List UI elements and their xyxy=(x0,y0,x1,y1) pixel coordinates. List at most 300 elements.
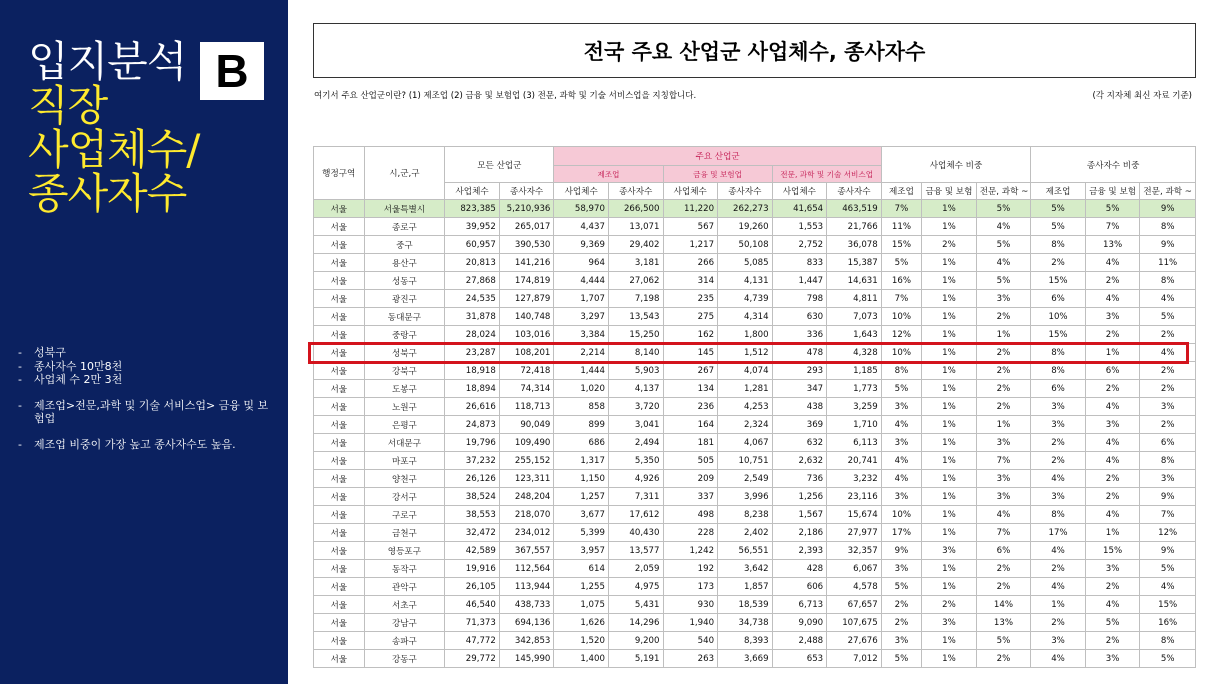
table-cell: 3% xyxy=(976,470,1031,488)
table-cell: 2% xyxy=(976,308,1031,326)
table-row xyxy=(314,416,1196,434)
table-cell: 9,369 xyxy=(554,236,609,254)
table-cell: 서울 xyxy=(314,254,365,272)
table-cell: 29,402 xyxy=(608,236,663,254)
table-cell: 14,296 xyxy=(608,614,663,632)
table-row xyxy=(314,218,1196,236)
table-cell: 2% xyxy=(881,614,921,632)
table-cell: 3% xyxy=(1140,470,1196,488)
table-cell: 3% xyxy=(881,560,921,578)
table-cell: 서울 xyxy=(314,236,365,254)
table-cell: 174,819 xyxy=(499,272,554,290)
table-cell: 505 xyxy=(663,452,718,470)
table-cell: 9,200 xyxy=(608,632,663,650)
table-cell: 2% xyxy=(976,578,1031,596)
table-cell: 614 xyxy=(554,560,609,578)
table-cell: 1% xyxy=(922,218,977,236)
table-cell: 3% xyxy=(881,434,921,452)
table-cell: 중랑구 xyxy=(364,326,445,344)
table-cell: 1,317 xyxy=(554,452,609,470)
table-cell: 9% xyxy=(881,542,921,560)
table-cell: 4% xyxy=(1031,542,1086,560)
table-cell: 3% xyxy=(881,398,921,416)
table-cell: 4,131 xyxy=(718,272,773,290)
table-cell: 109,490 xyxy=(499,434,554,452)
table-cell: 1,800 xyxy=(718,326,773,344)
table-cell: 7% xyxy=(881,200,921,218)
table-cell: 서울 xyxy=(314,326,365,344)
bullet: - xyxy=(18,346,22,359)
table-cell: 858 xyxy=(554,398,609,416)
table-cell: 1,242 xyxy=(663,542,718,560)
header-biz-count: 사업체수 xyxy=(772,183,827,200)
table-cell: 118,713 xyxy=(499,398,554,416)
table-cell: 4,811 xyxy=(827,290,882,308)
table-cell: 18,918 xyxy=(445,362,500,380)
table-cell: 16% xyxy=(881,272,921,290)
table-cell: 7,311 xyxy=(608,488,663,506)
table-cell: 1,400 xyxy=(554,650,609,668)
table-cell: 1% xyxy=(922,488,977,506)
table-cell: 서울 xyxy=(314,416,365,434)
table-cell: 265,017 xyxy=(499,218,554,236)
header-ratio-professional: 전문, 과학 ~ xyxy=(1140,183,1196,200)
table-cell: 서울 xyxy=(314,470,365,488)
table-cell: 2% xyxy=(922,596,977,614)
table-cell: 60,957 xyxy=(445,236,500,254)
table-cell: 서울 xyxy=(314,524,365,542)
table-cell: 5,085 xyxy=(718,254,773,272)
table-row xyxy=(314,614,1196,632)
table-cell: 164 xyxy=(663,416,718,434)
table-cell: 도봉구 xyxy=(364,380,445,398)
table-cell: 134 xyxy=(663,380,718,398)
table-row xyxy=(314,398,1196,416)
table-cell: 2% xyxy=(976,380,1031,398)
table-cell: 1,444 xyxy=(554,362,609,380)
table-row xyxy=(314,488,1196,506)
table-cell: 12% xyxy=(881,326,921,344)
table-cell: 3,181 xyxy=(608,254,663,272)
table-cell: 2,549 xyxy=(718,470,773,488)
table-cell: 19,796 xyxy=(445,434,500,452)
table-cell: 192 xyxy=(663,560,718,578)
table-cell: 228 xyxy=(663,524,718,542)
table-cell: 4,444 xyxy=(554,272,609,290)
header-biz-ratio: 사업체수 비중 xyxy=(881,147,1031,183)
table-cell: 1% xyxy=(922,470,977,488)
table-cell: 4% xyxy=(881,470,921,488)
header-emp-count: 종사자수 xyxy=(608,183,663,200)
note-text: 종사자수 10만8천 xyxy=(34,359,123,373)
section-badge: B xyxy=(200,42,264,100)
table-cell: 1% xyxy=(922,416,977,434)
table-cell: 6,713 xyxy=(772,596,827,614)
table-cell: 3,232 xyxy=(827,470,882,488)
table-cell: 630 xyxy=(772,308,827,326)
header-biz-count: 사업체수 xyxy=(554,183,609,200)
table-cell: 4,926 xyxy=(608,470,663,488)
header-emp-ratio: 종사자수 비중 xyxy=(1031,147,1196,183)
table-cell: 40,430 xyxy=(608,524,663,542)
header-professional: 전문, 과학 및 기술 서비스업 xyxy=(772,166,881,183)
table-cell: 6,067 xyxy=(827,560,882,578)
table-cell: 8% xyxy=(1140,452,1196,470)
table-cell: 41,654 xyxy=(772,200,827,218)
table-cell: 2,402 xyxy=(718,524,773,542)
table-cell: 서울 xyxy=(314,578,365,596)
table-cell: 37,232 xyxy=(445,452,500,470)
table-cell: 218,070 xyxy=(499,506,554,524)
table-cell: 7% xyxy=(1085,218,1140,236)
table-cell: 서울특별시 xyxy=(364,200,445,218)
table-cell: 3% xyxy=(976,434,1031,452)
table-cell: 5% xyxy=(1140,650,1196,668)
table-cell: 248,204 xyxy=(499,488,554,506)
table-cell: 47,772 xyxy=(445,632,500,650)
table-cell: 3% xyxy=(881,632,921,650)
table-cell: 금천구 xyxy=(364,524,445,542)
heading-workplace: 직장 xyxy=(28,81,108,130)
table-cell: 서울 xyxy=(314,506,365,524)
table-cell: 29,772 xyxy=(445,650,500,668)
table-cell: 8,140 xyxy=(608,344,663,362)
table-cell: 서울 xyxy=(314,434,365,452)
table-cell: 141,216 xyxy=(499,254,554,272)
table-cell: 5,210,936 xyxy=(499,200,554,218)
table-cell: 1% xyxy=(976,416,1031,434)
table-cell: 390,530 xyxy=(499,236,554,254)
table-cell: 6% xyxy=(1085,362,1140,380)
table-cell: 463,519 xyxy=(827,200,882,218)
table-cell: 74,314 xyxy=(499,380,554,398)
table-cell: 서울 xyxy=(314,362,365,380)
header-major-industry: 주요 산업군 xyxy=(554,147,881,166)
table-row xyxy=(314,596,1196,614)
table-cell: 1% xyxy=(922,560,977,578)
table-cell: 173 xyxy=(663,578,718,596)
table-cell: 1% xyxy=(922,434,977,452)
table-cell: 5% xyxy=(881,578,921,596)
report-description: 여기서 주요 산업군이란? (1) 제조업 (2) 금융 및 보험업 (3) 전문, 과학 및 기술 서비스업을 지칭합니다. xyxy=(314,91,697,101)
table-cell: 438 xyxy=(772,398,827,416)
table-cell: 4% xyxy=(976,218,1031,236)
table-cell: 8,238 xyxy=(718,506,773,524)
table-cell: 서울 xyxy=(314,452,365,470)
table-cell: 3,297 xyxy=(554,308,609,326)
table-cell: 15% xyxy=(881,236,921,254)
table-cell: 동작구 xyxy=(364,560,445,578)
table-cell: 4% xyxy=(881,452,921,470)
table-cell: 4% xyxy=(1085,452,1140,470)
table-cell: 11% xyxy=(881,218,921,236)
table-cell: 서울 xyxy=(314,344,365,362)
table-cell: 1,626 xyxy=(554,614,609,632)
table-cell: 1% xyxy=(1031,596,1086,614)
table-cell: 2% xyxy=(976,362,1031,380)
table-cell: 107,675 xyxy=(827,614,882,632)
table-cell: 2% xyxy=(1085,326,1140,344)
table-cell: 마포구 xyxy=(364,452,445,470)
note-group-1 xyxy=(18,346,274,387)
header-city: 시,군,구 xyxy=(364,147,445,200)
table-cell: 2,324 xyxy=(718,416,773,434)
table-cell: 4% xyxy=(1085,398,1140,416)
table-row xyxy=(314,236,1196,254)
table-cell: 2% xyxy=(1085,380,1140,398)
table-cell: 8% xyxy=(1140,272,1196,290)
table-cell: 15% xyxy=(1085,542,1140,560)
table-cell: 38,524 xyxy=(445,488,500,506)
bullet: - xyxy=(18,437,22,451)
table-cell: 강동구 xyxy=(364,650,445,668)
table-cell: 27,676 xyxy=(827,632,882,650)
table-cell: 2% xyxy=(1140,416,1196,434)
table-cell: 15,387 xyxy=(827,254,882,272)
table-cell: 4% xyxy=(881,416,921,434)
table-cell: 1% xyxy=(976,326,1031,344)
table-cell: 653 xyxy=(772,650,827,668)
table-cell: 4% xyxy=(1085,254,1140,272)
table-row xyxy=(314,290,1196,308)
table-cell: 4,975 xyxy=(608,578,663,596)
table-cell: 3,669 xyxy=(718,650,773,668)
table-cell: 24,873 xyxy=(445,416,500,434)
table-cell: 39,952 xyxy=(445,218,500,236)
table-cell: 36,078 xyxy=(827,236,882,254)
table-cell: 27,062 xyxy=(608,272,663,290)
table-cell: 8% xyxy=(881,362,921,380)
table-cell: 21,766 xyxy=(827,218,882,236)
table-cell: 236 xyxy=(663,398,718,416)
table-cell: 13% xyxy=(976,614,1031,632)
table-cell: 5% xyxy=(881,254,921,272)
table-cell: 서울 xyxy=(314,560,365,578)
table-cell: 구로구 xyxy=(364,506,445,524)
table-row xyxy=(314,326,1196,344)
table-cell: 2,488 xyxy=(772,632,827,650)
table-cell: 5,399 xyxy=(554,524,609,542)
table-cell: 용산구 xyxy=(364,254,445,272)
table-cell: 2% xyxy=(1031,434,1086,452)
table-cell: 2% xyxy=(1031,452,1086,470)
table-cell: 5% xyxy=(1140,308,1196,326)
table-cell: 7,073 xyxy=(827,308,882,326)
table-cell: 1,281 xyxy=(718,380,773,398)
note-text: 성북구 xyxy=(34,346,66,359)
table-cell: 4,074 xyxy=(718,362,773,380)
table-cell: 5,191 xyxy=(608,650,663,668)
table-cell: 833 xyxy=(772,254,827,272)
note-text: 사업체 수 2만 3천 xyxy=(34,373,123,386)
header-emp-count: 종사자수 xyxy=(499,183,554,200)
table-cell: 2,186 xyxy=(772,524,827,542)
table-cell: 1% xyxy=(922,254,977,272)
table-cell: 1% xyxy=(922,362,977,380)
table-row xyxy=(314,506,1196,524)
table-cell: 4% xyxy=(1031,650,1086,668)
table-cell: 5% xyxy=(1031,200,1086,218)
table-cell: 71,373 xyxy=(445,614,500,632)
table-cell: 4,137 xyxy=(608,380,663,398)
table-cell: 7% xyxy=(976,452,1031,470)
table-cell: 1,520 xyxy=(554,632,609,650)
table-cell: 15,250 xyxy=(608,326,663,344)
table-cell: 5% xyxy=(881,380,921,398)
note-group-2 xyxy=(18,399,274,426)
table-cell: 23,287 xyxy=(445,344,500,362)
table-cell: 8% xyxy=(1140,632,1196,650)
table-cell: 4,739 xyxy=(718,290,773,308)
table-cell: 31,878 xyxy=(445,308,500,326)
table-cell: 서울 xyxy=(314,542,365,560)
table-cell: 337 xyxy=(663,488,718,506)
table-cell: 5% xyxy=(1085,200,1140,218)
table-cell: 4% xyxy=(1031,470,1086,488)
table-cell: 1,940 xyxy=(663,614,718,632)
table-cell: 181 xyxy=(663,434,718,452)
header-ratio-professional: 전문, 과학 ~ xyxy=(976,183,1031,200)
bullet: - xyxy=(18,373,22,386)
table-cell: 5,431 xyxy=(608,596,663,614)
table-cell: 13,071 xyxy=(608,218,663,236)
table-cell: 3% xyxy=(1085,308,1140,326)
table-cell: 1% xyxy=(922,308,977,326)
table-cell: 양천구 xyxy=(364,470,445,488)
table-cell: 823,385 xyxy=(445,200,500,218)
table-cell: 3% xyxy=(1085,416,1140,434)
source-note: (각 지자체 최신 자료 기준) xyxy=(1092,91,1192,101)
table-cell: 9% xyxy=(1140,236,1196,254)
table-cell: 42,589 xyxy=(445,542,500,560)
table-cell: 34,738 xyxy=(718,614,773,632)
table-cell: 서울 xyxy=(314,218,365,236)
table-cell: 4% xyxy=(976,254,1031,272)
table-cell: 서울 xyxy=(314,650,365,668)
table-cell: 13,577 xyxy=(608,542,663,560)
table-cell: 736 xyxy=(772,470,827,488)
table-cell: 송파구 xyxy=(364,632,445,650)
table-cell: 5% xyxy=(1140,560,1196,578)
header-ratio-manufacturing: 제조업 xyxy=(881,183,921,200)
table-cell: 4% xyxy=(1085,290,1140,308)
table-cell: 27,977 xyxy=(827,524,882,542)
table-cell: 6% xyxy=(1140,434,1196,452)
table-cell: 3% xyxy=(881,488,921,506)
table-cell: 2,393 xyxy=(772,542,827,560)
table-cell: 13,543 xyxy=(608,308,663,326)
table-row xyxy=(314,308,1196,326)
table-cell: 1% xyxy=(1085,344,1140,362)
table-cell: 15,674 xyxy=(827,506,882,524)
header-biz-count: 사업체수 xyxy=(663,183,718,200)
table-cell: 438,733 xyxy=(499,596,554,614)
table-cell: 2% xyxy=(976,650,1031,668)
header-all-industry: 모든 산업군 xyxy=(445,147,554,183)
table-row xyxy=(314,578,1196,596)
table-cell: 2,752 xyxy=(772,236,827,254)
table-cell: 20,813 xyxy=(445,254,500,272)
note-group-3 xyxy=(18,438,274,452)
table-cell: 강북구 xyxy=(364,362,445,380)
table-cell: 7,012 xyxy=(827,650,882,668)
table-cell: 광진구 xyxy=(364,290,445,308)
table-cell: 293 xyxy=(772,362,827,380)
table-cell: 2% xyxy=(1031,254,1086,272)
table-cell: 서울 xyxy=(314,398,365,416)
table-cell: 성북구 xyxy=(364,344,445,362)
table-cell: 10% xyxy=(881,344,921,362)
table-cell: 1,150 xyxy=(554,470,609,488)
table-cell: 강서구 xyxy=(364,488,445,506)
header-biz-count: 사업체수 xyxy=(445,183,500,200)
table-cell: 15% xyxy=(1031,326,1086,344)
table-cell: 1% xyxy=(922,632,977,650)
table-cell: 5% xyxy=(976,200,1031,218)
table-cell: 606 xyxy=(772,578,827,596)
table-row xyxy=(314,200,1196,218)
table-cell: 강남구 xyxy=(364,614,445,632)
table-cell: 32,357 xyxy=(827,542,882,560)
table-cell: 7% xyxy=(881,290,921,308)
table-row xyxy=(314,380,1196,398)
table-cell: 종로구 xyxy=(364,218,445,236)
table-cell: 2% xyxy=(1140,326,1196,344)
table-cell: 266,500 xyxy=(608,200,663,218)
table-cell: 234,012 xyxy=(499,524,554,542)
bullet: - xyxy=(18,398,22,412)
table-cell: 10,751 xyxy=(718,452,773,470)
table-cell: 5% xyxy=(881,650,921,668)
table-cell: 145,990 xyxy=(499,650,554,668)
table-cell: 6% xyxy=(1031,290,1086,308)
table-cell: 1% xyxy=(922,524,977,542)
table-cell: 28,024 xyxy=(445,326,500,344)
table-cell: 342,853 xyxy=(499,632,554,650)
table-cell: 2% xyxy=(922,236,977,254)
table-cell: 26,126 xyxy=(445,470,500,488)
table-cell: 4% xyxy=(1140,344,1196,362)
table-cell: 2% xyxy=(1085,488,1140,506)
note-text: 제조업>전문,과학 및 기술 서비스업> 금융 및 보험업 xyxy=(34,398,269,425)
table-cell: 113,944 xyxy=(499,578,554,596)
table-cell: 19,916 xyxy=(445,560,500,578)
table-cell: 3,720 xyxy=(608,398,663,416)
table-cell: 27,868 xyxy=(445,272,500,290)
table-row xyxy=(314,254,1196,272)
table-cell: 3% xyxy=(1031,488,1086,506)
table-cell: 275 xyxy=(663,308,718,326)
table-cell: 10% xyxy=(1031,308,1086,326)
heading-business-count: 사업체수/ xyxy=(28,125,200,174)
table-cell: 서울 xyxy=(314,290,365,308)
table-cell: 3% xyxy=(1085,650,1140,668)
table-cell: 관악구 xyxy=(364,578,445,596)
table-cell: 서울 xyxy=(314,488,365,506)
table-cell: 263 xyxy=(663,650,718,668)
header-finance: 금융 및 보험업 xyxy=(663,166,772,183)
table-cell: 은평구 xyxy=(364,416,445,434)
header-emp-count: 종사자수 xyxy=(827,183,882,200)
table-cell: 2% xyxy=(1031,560,1086,578)
table-cell: 72,418 xyxy=(499,362,554,380)
table-cell: 12% xyxy=(1140,524,1196,542)
table-cell: 56,551 xyxy=(718,542,773,560)
table-cell: 18,539 xyxy=(718,596,773,614)
table-cell: 8% xyxy=(1031,362,1086,380)
table-cell: 8% xyxy=(1031,344,1086,362)
table-cell: 964 xyxy=(554,254,609,272)
